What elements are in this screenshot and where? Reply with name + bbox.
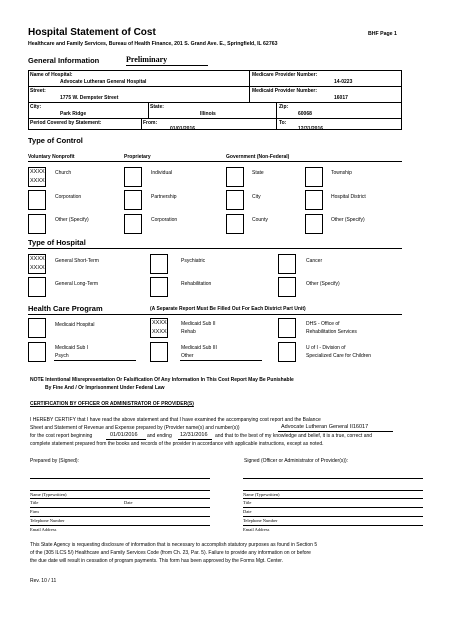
disclosure-line-3: the due date will result in cessation of program payments. This form has been approved by the Forms Mgt. Center. — [30, 558, 284, 564]
hospital-district-label: Hospital District — [331, 194, 366, 200]
street-value: 1775 W. Dempster Street — [60, 95, 119, 101]
preparer-telephone-label: Telephone Number — [30, 518, 65, 523]
period-label: Period Covered by Statement: — [30, 120, 102, 126]
other-nonprofit-checkbox[interactable] — [28, 214, 46, 234]
provider-name-field[interactable]: Advocate Lutheran General II16017 — [278, 424, 393, 432]
col-government: Government (Non-Federal) — [226, 154, 290, 160]
signed-officer-label: Signed (Officer or Administrator of Provider(s)): — [244, 458, 349, 464]
begin-date-field[interactable]: 01/01/2016 — [106, 432, 146, 440]
uofi-label: U of I - Division of — [306, 345, 346, 351]
from-date-value: 01/01/2016 — [170, 126, 196, 132]
medicaid-hospital-checkbox[interactable] — [28, 318, 46, 338]
rehabilitation-label: Rehabilitation — [181, 281, 212, 287]
program-note: (A Separate Report Must Be Filled Out For Each District Part Unit) — [150, 306, 306, 312]
individual-checkbox[interactable] — [124, 167, 142, 187]
preparer-firm-label: Firm — [30, 509, 39, 514]
city-checkbox[interactable] — [226, 190, 244, 210]
township-checkbox[interactable] — [305, 167, 323, 187]
corporation-nonprofit-checkbox[interactable] — [28, 190, 46, 210]
corporation-proprietary-label: Corporation — [151, 217, 178, 223]
state-checkbox[interactable] — [226, 167, 244, 187]
general-long-term-checkbox[interactable] — [28, 277, 46, 297]
from-label: From: — [143, 120, 158, 126]
dhs-label: DHS - Office of — [306, 321, 340, 327]
other-hospital-type-label: Other (Specify) — [306, 281, 340, 287]
type-of-hospital-heading: Type of Hospital — [28, 238, 86, 247]
city-label: City: — [30, 104, 42, 110]
prepared-by-label: Prepared by (Signed): — [30, 458, 79, 464]
uofi-checkbox[interactable] — [278, 342, 296, 362]
zip-value: 60068 — [298, 111, 312, 117]
col-proprietary: Proprietary — [124, 154, 151, 160]
corporation-nonprofit-label: Corporation — [55, 194, 82, 200]
hospital-district-checkbox[interactable] — [305, 190, 323, 210]
general-long-term-label: General Long-Term — [55, 281, 99, 287]
rehabilitation-checkbox[interactable] — [150, 277, 168, 297]
medicaid-number-value: 16017 — [334, 95, 348, 101]
county-checkbox[interactable] — [226, 214, 244, 234]
end-date-field[interactable]: 12/31/2016 — [178, 432, 212, 440]
other-government-checkbox[interactable] — [305, 214, 323, 234]
preparer-name-label: Name (Typewritten) — [30, 492, 67, 497]
partnership-label: Partnership — [151, 194, 177, 200]
status-label: Preliminary — [126, 55, 168, 64]
notice-line-2: By Fine And / Or Imprisonment Under Federal Law — [45, 385, 165, 391]
medicaid-sub1-checkbox[interactable] — [28, 342, 46, 362]
partnership-checkbox[interactable] — [124, 190, 142, 210]
hospital-name-value: Advocate Lutheran General Hospital — [60, 79, 147, 85]
city-option-label: City — [252, 194, 261, 200]
preparer-signature-line[interactable] — [30, 478, 210, 479]
uofi-sublabel: Specialized Care for Children — [306, 353, 372, 359]
medicare-number-value: 14-0223 — [334, 79, 353, 85]
certification-heading: CERTIFICATION BY OFFICER OR ADMINISTRATOR OF PROVIDER(S) — [30, 401, 194, 407]
certification-line-3e: and that to the best of my knowledge and belief, it is a true, correct and — [215, 433, 373, 439]
other-nonprofit-label: Other (Specify) — [55, 217, 89, 223]
officer-date-label: Date — [243, 509, 252, 514]
state-label: State: — [150, 104, 164, 110]
to-label: To: — [279, 120, 287, 126]
preparer-email-label: Email Address — [30, 527, 57, 532]
general-info-heading: General Information — [28, 56, 100, 65]
medicaid-sub2-sublabel: Rehab — [181, 329, 196, 335]
cancer-checkbox[interactable] — [278, 254, 296, 274]
township-label: Township — [331, 170, 352, 176]
other-hospital-type-checkbox[interactable] — [278, 277, 296, 297]
medicaid-sub2-checkbox[interactable]: XXXX XXXX — [150, 318, 168, 338]
preparer-title-label: Title — [30, 500, 39, 505]
psychiatric-label: Psychiatric — [181, 258, 206, 264]
certification-line-3c: and ending — [147, 433, 172, 439]
psychiatric-checkbox[interactable] — [150, 254, 168, 274]
certification-line-4: complete statement prepared from the books and records of the provider in accordance with applicable instructions, except as noted. — [30, 441, 324, 447]
dhs-checkbox[interactable] — [278, 318, 296, 338]
preparer-date-label: Date — [124, 500, 133, 505]
state-value: Illinois — [200, 111, 216, 117]
medicaid-sub1-sublabel: Psych — [55, 353, 69, 359]
type-of-control-heading: Type of Control — [28, 136, 83, 145]
officer-signature-line[interactable] — [243, 478, 423, 479]
street-label: Street: — [30, 88, 46, 94]
city-value: Park Ridge — [60, 111, 87, 117]
disclosure-line-2: of the (305 ILCS 5/) Healthcare and Family Services Code (from Ch. 23, Par. 5). Failure to provide any information on or before — [30, 550, 311, 556]
notice-line-1: NOTE Intentional Misrepresentation Or Falsification Of Any Information In This Cost Report May Be Punishable — [30, 377, 294, 383]
medicaid-number-label: Medicaid Provider Number: — [252, 88, 318, 94]
certification-line-3a: for the cost report beginning — [30, 433, 93, 439]
officer-email-label: Email Address — [243, 527, 270, 532]
certification-line-1: I HEREBY CERTIFY that I have read the above statement and that I have examined the accompanying cost report and the Balance — [30, 417, 321, 423]
medicaid-sub1-label: Medicaid Sub I — [55, 345, 89, 351]
general-short-term-checkbox[interactable]: XXXX XXXX — [28, 254, 46, 274]
medicaid-hospital-label: Medicaid Hospital — [55, 322, 95, 328]
individual-label: Individual — [151, 170, 173, 176]
cancer-label: Cancer — [306, 258, 323, 264]
health-care-program-heading: Health Care Program — [28, 304, 103, 313]
church-label: Church — [55, 170, 72, 176]
general-short-term-label: General Short-Term — [55, 258, 99, 264]
zip-label: Zip: — [279, 104, 289, 110]
medicaid-sub2-label: Medicaid Sub II — [181, 321, 216, 327]
corporation-proprietary-checkbox[interactable] — [124, 214, 142, 234]
medicaid-sub3-sublabel: Other — [181, 353, 194, 359]
church-checkbox[interactable]: XXXX XXXX — [28, 167, 46, 187]
medicaid-sub3-checkbox[interactable] — [150, 342, 168, 362]
hospital-name-label: Name of Hospital: — [30, 72, 73, 78]
to-date-value: 12/31/2016 — [298, 126, 324, 132]
county-label: County — [252, 217, 268, 223]
disclosure-line-1: This State Agency is requesting disclosure of information that is necessary to accomplish statutory purposes as found in Section 5 — [30, 542, 318, 548]
officer-telephone-label: Telephone Number — [243, 518, 278, 523]
medicaid-sub3-label: Medicaid Sub III — [181, 345, 217, 351]
revision-label: Rev. 10 / 11 — [30, 578, 57, 584]
dhs-sublabel: Rehabilitation Services — [306, 329, 357, 335]
certification-line-2: Sheet and Statement of Revenue and Expense prepared by (Provider name(s) and number(s)) — [30, 425, 240, 431]
officer-title-label: Title — [243, 500, 252, 505]
page-subtitle: Healthcare and Family Services, Bureau of Health Finance, 201 S. Grand Ave. E., Springfield, IL 62763 — [28, 41, 278, 47]
other-government-label: Other (Specify) — [331, 217, 365, 223]
medicare-number-label: Medicare Provider Number: — [252, 72, 318, 78]
state-option-label: State — [252, 170, 264, 176]
page-number-label: BHF Page 1 — [368, 31, 397, 37]
officer-name-label: Name (Typewritten) — [243, 492, 280, 497]
page-title: Hospital Statement of Cost — [28, 27, 156, 38]
col-voluntary-nonprofit: Voluntary Nonprofit — [28, 154, 75, 160]
